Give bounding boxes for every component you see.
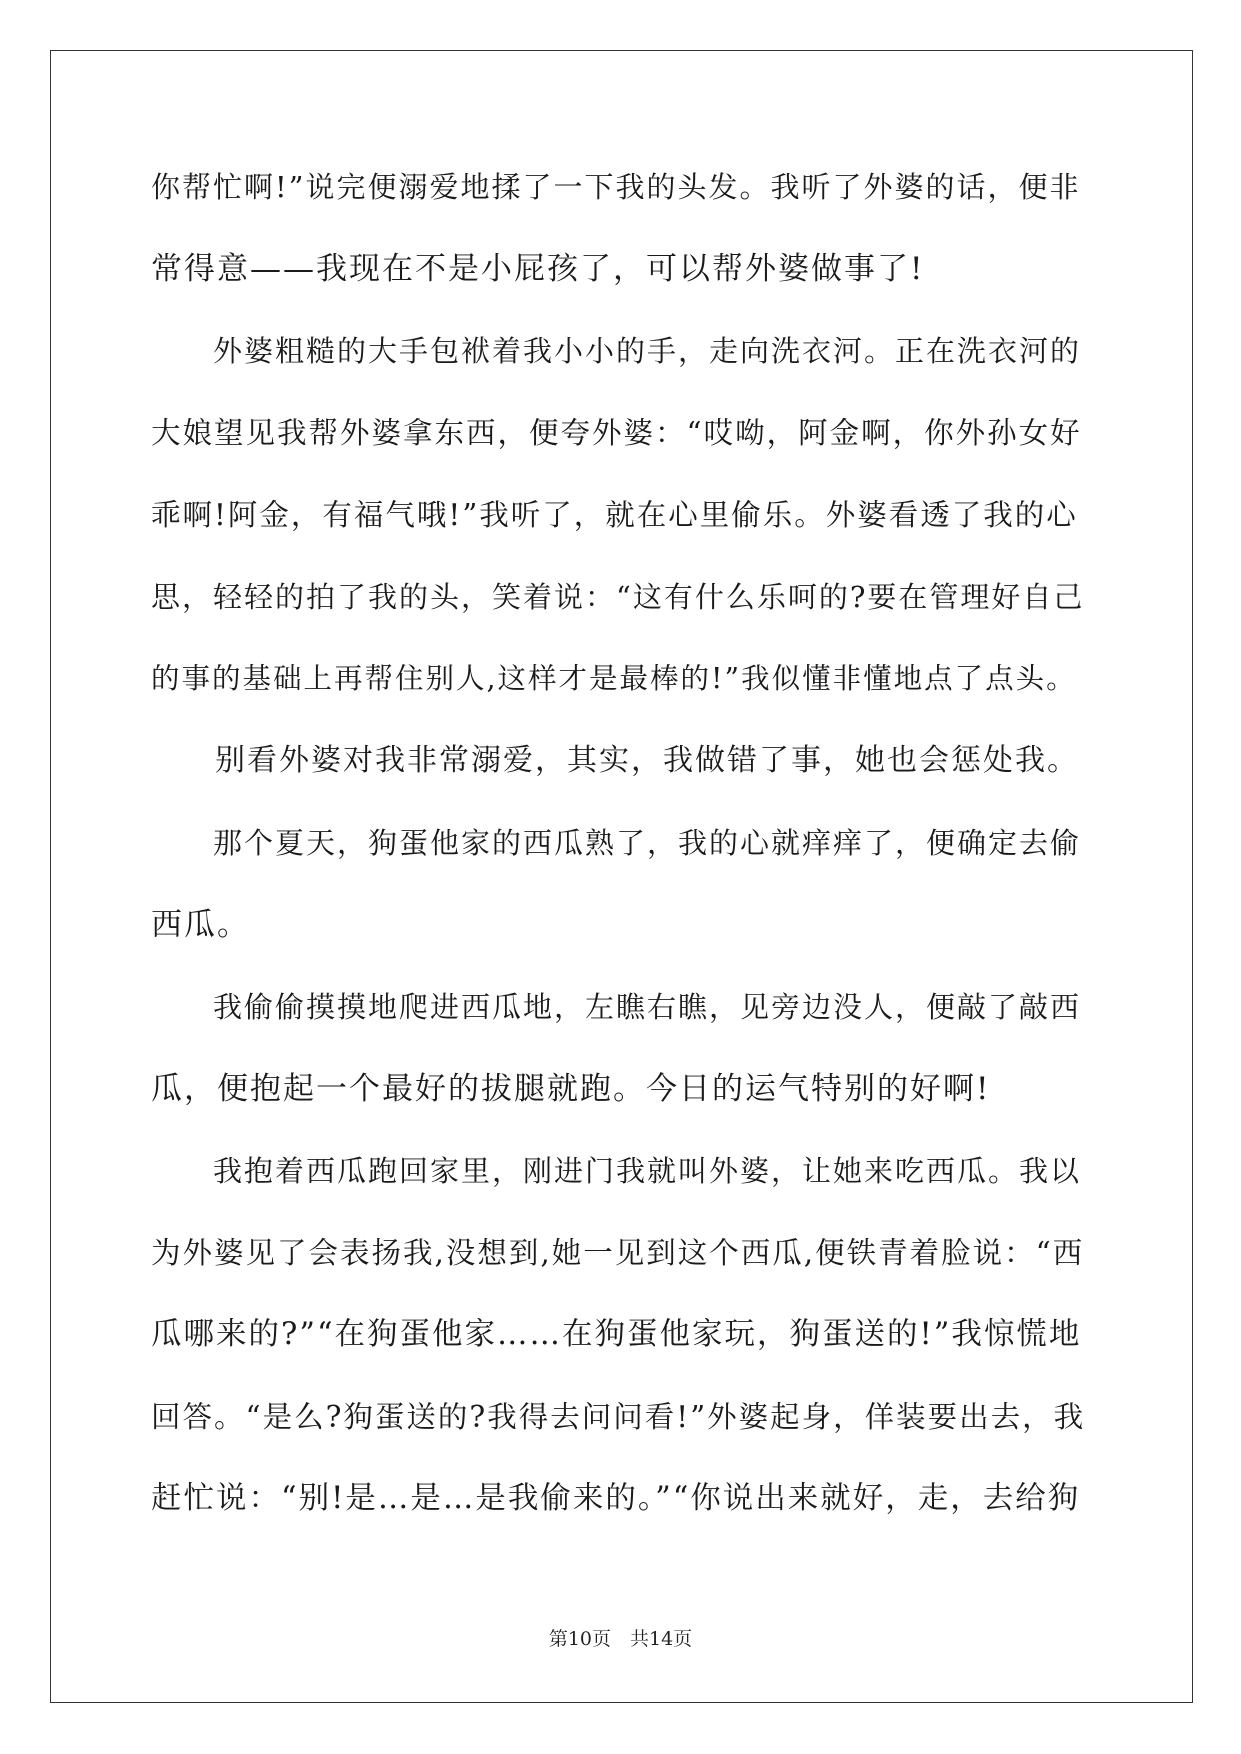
text-line: 为外婆见了会表扬我,没想到,她一见到这个西瓜,便铁青着脸说：“西 — [151, 1236, 1085, 1270]
text-line: 瓜哪来的?”“在狗蛋他家……在狗蛋他家玩，狗蛋送的!”我惊慌地 — [151, 1317, 1082, 1352]
text-line: 那个夏天，狗蛋他家的西瓜熟了，我的心就痒痒了，便确定去偷 — [151, 826, 1082, 860]
text-line: 回答。“是么?狗蛋送的?我得去问问看!”外婆起身，佯装要出去，我 — [151, 1400, 1086, 1434]
text-line: 常得意——我现在不是小屁孩了，可以帮外婆做事了! — [151, 251, 925, 287]
text-line: 我偷偷摸摸地爬进西瓜地，左瞧右瞧，见旁边没人，便敲了敲西 — [151, 990, 1082, 1024]
document-body — [151, 164, 1091, 1558]
text-line: 西瓜。 — [151, 907, 250, 943]
text-line: 大娘望见我帮外婆拿东西，便夸外婆：“哎呦，阿金啊，你外孙女好 — [151, 416, 1082, 450]
text-line: 赶忙说：“别!是…是…是我偷来的。”“你说出来就好，走，去给狗 — [151, 1481, 1081, 1516]
text-line: 你帮忙啊!”说完便溺爱地揉了一下我的头发。我听了外婆的话，便非 — [151, 170, 1081, 204]
text-line: 别看外婆对我非常溺爱，其实，我做错了事，她也会惩处我。 — [151, 743, 1079, 778]
text-line: 思，轻轻的拍了我的头，笑着说：“这有什么乐呵的?要在管理好自己 — [151, 580, 1085, 614]
text-line: 的事的基础上再帮住别人,这样才是最棒的!”我似懂非懂地点了点头。 — [151, 662, 1077, 695]
text-line: 瓜，便抱起一个最好的拔腿就跑。今日的运气特别的好啊! — [151, 1071, 991, 1107]
text-line: 乖啊!阿金，有福气哦!”我听了，就在心里偷乐。外婆看透了我的心 — [151, 498, 1078, 532]
text-line: 外婆粗糙的大手包袱着我小小的手，走向洗衣河。正在洗衣河的 — [151, 334, 1082, 368]
page-number-footer: 第10页 共14页 — [548, 1628, 693, 1650]
text-line: 我抱着西瓜跑回家里，刚进门我就叫外婆，让她来吃西瓜。我以 — [151, 1154, 1082, 1188]
